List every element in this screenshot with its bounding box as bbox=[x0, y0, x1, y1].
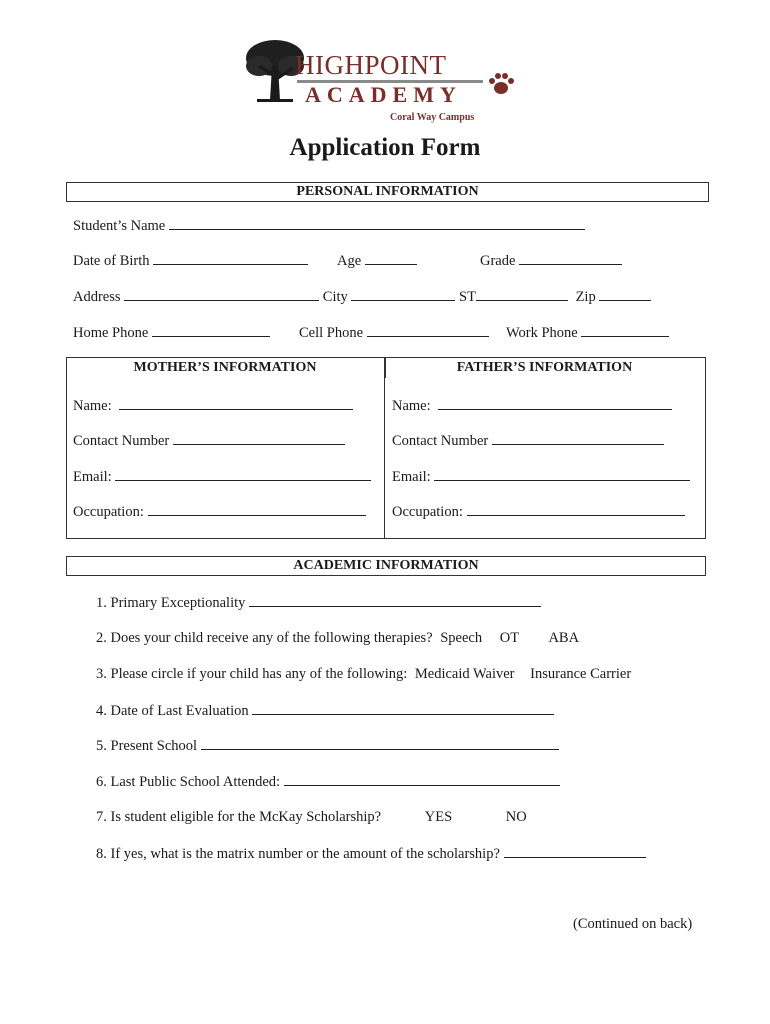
father-info-heading: FATHER’S INFORMATION bbox=[456, 360, 633, 375]
parents-divider bbox=[384, 357, 385, 538]
brand-name-bottom: ACADEMY bbox=[305, 82, 462, 107]
q5-row bbox=[96, 737, 559, 755]
q5-label: 5. Present School bbox=[96, 738, 198, 754]
home-phone-row bbox=[73, 324, 270, 342]
q6-label: 6. Last Public School Attended: bbox=[96, 774, 281, 790]
father-email-field[interactable] bbox=[434, 468, 690, 481]
father-contact-row bbox=[392, 432, 664, 450]
q3-option-insurance[interactable]: Insurance Carrier bbox=[530, 666, 632, 682]
campus-name: Coral Way Campus bbox=[390, 112, 475, 123]
age-field[interactable] bbox=[365, 252, 417, 265]
mother-contact-row bbox=[73, 432, 345, 450]
brand-name-top: HIGHPOINT bbox=[295, 50, 447, 80]
dob-row bbox=[73, 252, 308, 270]
q7-option-no[interactable]: NO bbox=[505, 809, 527, 825]
address-row bbox=[73, 288, 651, 306]
st-field[interactable] bbox=[476, 288, 568, 301]
mother-email-field[interactable] bbox=[115, 468, 371, 481]
cell-phone-row bbox=[299, 324, 489, 342]
dob-label: Date of Birth bbox=[73, 253, 150, 269]
father-name-field[interactable] bbox=[438, 397, 672, 410]
q3-row bbox=[96, 666, 631, 683]
mother-name-label: Name: bbox=[73, 398, 112, 414]
page-title: Application Form bbox=[289, 134, 481, 161]
mother-name-row bbox=[73, 397, 353, 415]
dob-field[interactable] bbox=[153, 252, 308, 265]
q3-option-medicaid[interactable]: Medicaid Waiver bbox=[414, 666, 515, 682]
father-name-label: Name: bbox=[392, 398, 431, 414]
student-name-field[interactable] bbox=[169, 217, 585, 230]
mother-contact-field[interactable] bbox=[173, 432, 345, 445]
work-phone-row bbox=[506, 324, 669, 342]
q5-field[interactable] bbox=[201, 737, 559, 750]
q2-row bbox=[96, 630, 579, 647]
q8-field[interactable] bbox=[504, 845, 646, 858]
q6-field[interactable] bbox=[284, 773, 560, 786]
grade-row bbox=[480, 252, 622, 270]
q4-field[interactable] bbox=[252, 702, 554, 715]
q4-row bbox=[96, 702, 554, 720]
mother-contact-label: Contact Number bbox=[73, 433, 170, 449]
city-field[interactable] bbox=[351, 288, 455, 301]
home-phone-field[interactable] bbox=[152, 324, 270, 337]
q7-row bbox=[96, 809, 527, 826]
q2-option-ot[interactable]: OT bbox=[499, 630, 519, 646]
father-occupation-label: Occupation: bbox=[392, 504, 463, 520]
q2-option-speech[interactable]: Speech bbox=[440, 630, 483, 646]
paw-icon bbox=[488, 72, 514, 96]
cell-phone-field[interactable] bbox=[367, 324, 489, 337]
q7-option-yes[interactable]: YES bbox=[424, 809, 453, 825]
q2-label: 2. Does your child receive any of the following therapies? bbox=[96, 630, 433, 646]
father-name-row bbox=[392, 397, 672, 415]
father-occupation-row bbox=[392, 503, 685, 521]
grade-field[interactable] bbox=[519, 252, 622, 265]
q8-row bbox=[96, 845, 646, 863]
student-name-row bbox=[73, 217, 585, 235]
mother-name-field[interactable] bbox=[119, 397, 353, 410]
student-name-label: Student’s Name bbox=[73, 218, 166, 234]
mother-occupation-row bbox=[73, 503, 366, 521]
mother-occupation-field[interactable] bbox=[148, 503, 366, 516]
father-email-row bbox=[392, 468, 690, 486]
q6-row bbox=[96, 773, 560, 791]
father-contact-field[interactable] bbox=[492, 432, 664, 445]
mother-info-heading: MOTHER’S INFORMATION bbox=[133, 360, 317, 375]
address-label: Address bbox=[73, 289, 121, 305]
zip-field[interactable] bbox=[599, 288, 651, 301]
cell-phone-label: Cell Phone bbox=[299, 325, 364, 341]
q1-label: 1. Primary Exceptionality bbox=[96, 595, 246, 611]
q3-label: 3. Please circle if your child has any of the following: bbox=[96, 666, 408, 682]
father-email-label: Email: bbox=[392, 469, 431, 485]
grade-label: Grade bbox=[480, 253, 516, 269]
school-logo bbox=[245, 34, 525, 126]
city-label: City bbox=[322, 289, 348, 305]
zip-label: Zip bbox=[575, 289, 596, 305]
personal-info-heading: PERSONAL INFORMATION bbox=[66, 182, 709, 202]
work-phone-label: Work Phone bbox=[506, 325, 578, 341]
q1-field[interactable] bbox=[249, 594, 541, 607]
address-field[interactable] bbox=[124, 288, 319, 301]
q1-row bbox=[96, 594, 541, 612]
continued-note: (Continued on back) bbox=[573, 916, 693, 932]
age-label: Age bbox=[337, 253, 362, 269]
academic-info-heading: ACADEMIC INFORMATION bbox=[66, 556, 706, 576]
q7-label: 7. Is student eligible for the McKay Scholarship? bbox=[96, 809, 382, 825]
q4-label: 4. Date of Last Evaluation bbox=[96, 703, 249, 719]
father-occupation-field[interactable] bbox=[467, 503, 685, 516]
q8-label: 8. If yes, what is the matrix number or the amount of the scholarship? bbox=[96, 846, 500, 862]
father-contact-label: Contact Number bbox=[392, 433, 489, 449]
age-row bbox=[337, 252, 417, 270]
mother-occupation-label: Occupation: bbox=[73, 504, 144, 520]
mother-email-row bbox=[73, 468, 371, 486]
home-phone-label: Home Phone bbox=[73, 325, 149, 341]
work-phone-field[interactable] bbox=[581, 324, 669, 337]
q2-option-aba[interactable]: ABA bbox=[548, 630, 580, 646]
st-label: ST bbox=[459, 289, 476, 305]
mother-email-label: Email: bbox=[73, 469, 112, 485]
